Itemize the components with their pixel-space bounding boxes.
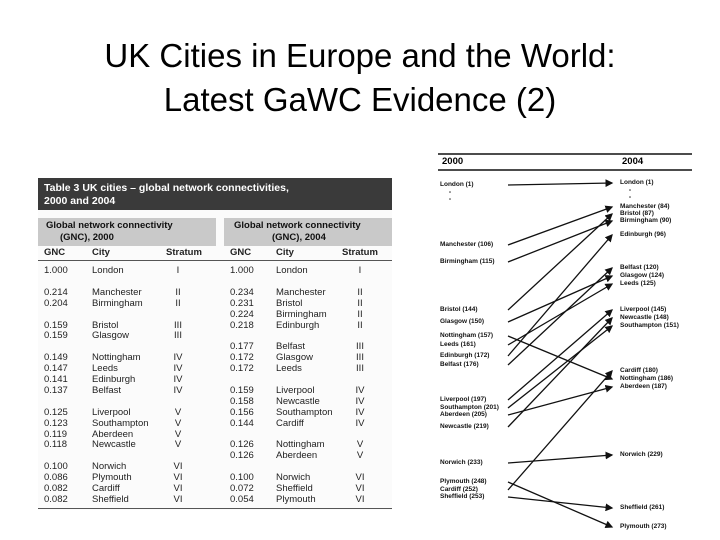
rank-2004-label: Leeds (125) [620, 280, 656, 287]
table-cell-gnc-2004: 0.100 [230, 472, 254, 484]
table-cell-city-2000: Bristol [92, 319, 119, 331]
table-cell-city-2004: London [276, 265, 308, 276]
table-cell-stratum-2000: V [174, 406, 182, 418]
table-cell-stratum-2004: IV [355, 406, 365, 418]
table-cell-city-2000: Nottingham [92, 352, 141, 364]
rank-2000-label: Leeds (161) [440, 341, 476, 348]
table-caption-line2: 2000 and 2004 [44, 195, 116, 207]
table-cell-gnc-2000: 0.125 [44, 406, 68, 418]
table-cell-city-2000: Glasgow [92, 330, 129, 342]
rank-change-arrow-liverpool [508, 310, 612, 400]
table-cell-gnc-2000: 1.000 [44, 265, 68, 276]
table-cell-city-2004: Norwich [276, 472, 311, 484]
table-cell-city-2004: Cardiff [276, 417, 304, 429]
table-cell-stratum-2004: I [358, 265, 362, 276]
rank-2004-label: Belfast (120) [620, 264, 659, 271]
ellipsis-dot [449, 198, 451, 200]
table-cell-city-2004: Southampton [276, 406, 333, 418]
ellipsis-dot [629, 189, 631, 191]
table-cell-gnc-2000: 0.149 [44, 352, 68, 364]
ellipsis-dot [629, 196, 631, 198]
table-cell-gnc-2000: 0.100 [44, 461, 68, 473]
rank-2000-label: Cardiff (252) [440, 486, 478, 493]
table-cell-gnc-2000: 0.141 [44, 374, 68, 385]
rank-change-arrow-birmingham [508, 221, 612, 262]
rank-2000-label: Nottingham (157) [440, 332, 494, 339]
table-header-rule [38, 260, 392, 261]
table-cell-stratum-2000: VI [173, 493, 183, 505]
rank-2004-label: London (1) [620, 179, 654, 186]
table-cell-gnc-2000: 0.086 [44, 472, 68, 484]
table-cell-stratum-2004: VI [355, 483, 365, 494]
table-cell-city-2004: Glasgow [276, 352, 313, 364]
rank-2004-label: Aberdeen (187) [620, 383, 667, 390]
table-cell-city-2004: Birmingham [276, 308, 327, 320]
rank-2000-label: Liverpool (197) [440, 396, 487, 403]
table-cell-city-2000: Norwich [92, 461, 127, 473]
rank-change-arrow-belfast [508, 268, 612, 365]
table-cell-city-2004: Aberdeen [276, 450, 318, 462]
col-header-gnc-2004: GNC [230, 247, 252, 258]
diagram-header-2000: 2000 [442, 156, 464, 167]
table-cell-gnc-2004: 0.218 [230, 319, 254, 331]
table-cell-gnc-2000: 0.118 [44, 439, 68, 451]
table-cell-gnc-2004: 1.000 [230, 265, 254, 276]
table-cell-stratum-2000: V [174, 439, 182, 451]
table-cell-gnc-2004: 0.126 [230, 450, 254, 462]
table-bottom-rule [38, 508, 392, 509]
table-cell-gnc-2004: 0.126 [230, 439, 254, 451]
slide-title [0, 34, 720, 122]
table-cell-gnc-2004: 0.144 [230, 417, 254, 429]
table-cell-city-2004: Bristol [276, 297, 303, 309]
table-cell-stratum-2000: II [175, 297, 181, 309]
table-caption-line1: Table 3 UK cities – global network connectivities, [44, 182, 289, 194]
table-cell-stratum-2000: IV [173, 374, 183, 385]
rank-2000-label: Belfast (176) [440, 361, 479, 368]
rank-2000-label: Manchester (106) [440, 241, 494, 248]
col-header-stratum-2000: Stratum [166, 247, 202, 258]
table-cell-city-2000: Leeds [92, 363, 118, 375]
table-cell-gnc-2004: 0.159 [230, 384, 254, 396]
table-cell-city-2000: Edinburgh [92, 374, 136, 385]
table-cell-stratum-2004: V [356, 450, 364, 462]
table-cell-stratum-2004: III [356, 363, 364, 375]
rank-2000-label: Edinburgh (172) [440, 352, 490, 359]
rank-2000-label: Sheffield (253) [440, 493, 485, 500]
table-cell-stratum-2004: II [357, 308, 363, 320]
table-cell-stratum-2004: VI [355, 493, 365, 505]
table-caption [38, 178, 392, 210]
col-header-city-2000: City [92, 247, 110, 258]
rank-2004-label: Southampton (151) [620, 322, 679, 329]
rank-change-arrow-sheffield [508, 497, 612, 508]
rank-2004-label: Edinburgh (96) [620, 231, 666, 238]
group-header-2000 [46, 220, 173, 244]
diagram-header-2004: 2004 [622, 156, 644, 167]
table-cell-gnc-2000: 0.159 [44, 330, 68, 342]
table-cell-stratum-2000: III [174, 330, 182, 342]
group-header-2004 [234, 220, 361, 244]
table-cell-city-2004: Nottingham [276, 439, 325, 451]
table-cell-gnc-2004: 0.072 [230, 483, 254, 494]
table-cell-city-2000: Newcastle [92, 439, 136, 451]
table-cell-stratum-2000: V [174, 417, 182, 429]
table-cell-gnc-2004: 0.177 [230, 341, 254, 353]
table-cell-gnc-2000: 0.082 [44, 493, 68, 505]
rank-change-arrow-cardiff [508, 371, 612, 490]
table-cell-stratum-2004: IV [355, 384, 365, 396]
table-cell-stratum-2000: II [175, 286, 181, 298]
table-cell-city-2000: Aberdeen [92, 428, 134, 440]
table-cell-city-2004: Liverpool [276, 384, 315, 396]
slide-title-line2: Latest GaWC Evidence (2) [163, 81, 557, 118]
rank-2000-label: Bristol (144) [440, 306, 478, 313]
rank-change-arrow-manchester [508, 207, 612, 245]
table-cell-stratum-2000: VI [173, 472, 183, 484]
table-cell-gnc-2000: 0.082 [44, 483, 68, 494]
table-cell-city-2000: Sheffield [92, 493, 129, 505]
table-cell-gnc-2000: 0.214 [44, 286, 68, 298]
table-cell-gnc-2004: 0.158 [230, 395, 254, 407]
rank-2004-label: Norwich (229) [620, 451, 663, 458]
table-cell-gnc-2004: 0.172 [230, 352, 254, 364]
group-header-2004-line2: (GNC), 2004 [272, 232, 326, 243]
col-header-stratum-2004: Stratum [342, 247, 378, 258]
table-cell-stratum-2004: III [356, 352, 364, 364]
table-cell-gnc-2000: 0.137 [44, 384, 68, 396]
table-cell-gnc-2000: 0.119 [44, 428, 68, 440]
rank-2000-label: Newcastle (219) [440, 423, 489, 430]
table-cell-city-2000: Cardiff [92, 483, 120, 494]
table-cell-city-2004: Sheffield [276, 483, 313, 494]
table-cell-city-2004: Edinburgh [276, 319, 320, 331]
rank-2004-label: Glasgow (124) [620, 272, 665, 279]
group-header-2000-line1: Global network connectivity [46, 220, 173, 231]
col-header-gnc-2000: GNC [44, 247, 66, 258]
rank-2004-label: Cardiff (180) [620, 367, 658, 374]
table-cell-city-2000: Liverpool [92, 406, 131, 418]
rank-2004-label: Manchester (84) [620, 203, 670, 210]
table-cell-stratum-2004: III [356, 341, 364, 353]
rank-2000-label: Birmingham (115) [440, 258, 495, 265]
rank-change-arrow-london [508, 183, 612, 185]
table-cell-stratum-2004: V [356, 439, 364, 451]
rank-2004-label: Bristol (87) [620, 210, 654, 217]
rank-2004-label: Nottingham (186) [620, 375, 674, 382]
table-cell-stratum-2000: V [174, 428, 182, 440]
rank-2000-label: Aberdeen (205) [440, 411, 487, 418]
rank-change-diagram [426, 150, 696, 540]
rank-2000-label: London (1) [440, 181, 474, 188]
table-cell-city-2000: London [92, 265, 124, 276]
ellipsis-dot [449, 191, 451, 193]
table-cell-city-2004: Belfast [276, 341, 306, 353]
table-cell-city-2004: Manchester [276, 286, 326, 298]
table-cell-city-2004: Leeds [276, 363, 302, 375]
table-cell-gnc-2000: 0.204 [44, 297, 68, 309]
table-cell-stratum-2004: II [357, 319, 363, 331]
table-cell-city-2000: Manchester [92, 286, 142, 298]
table-cell-city-2004: Plymouth [276, 493, 316, 505]
table-cell-gnc-2000: 0.159 [44, 319, 68, 331]
table-cell-city-2000: Birmingham [92, 297, 143, 309]
table-cell-stratum-2004: II [357, 297, 363, 309]
col-header-city-2004: City [276, 247, 294, 258]
table-cell-gnc-2004: 0.234 [230, 286, 254, 298]
rank-change-arrow-plymouth [508, 482, 612, 527]
table-cell-stratum-2000: VI [173, 483, 183, 494]
table-cell-stratum-2004: VI [355, 472, 365, 484]
group-header-2000-line2: (GNC), 2000 [60, 232, 114, 243]
rank-2000-label: Southampton (201) [440, 404, 499, 411]
table-cell-stratum-2000: IV [173, 352, 183, 364]
table-cell-stratum-2000: VI [173, 461, 183, 473]
table-cell-stratum-2004: IV [355, 395, 365, 407]
rank-2004-label: Birmingham (90) [620, 217, 672, 224]
table-cell-stratum-2000: III [174, 319, 182, 331]
table-cell-city-2000: Southampton [92, 417, 149, 429]
connectivity-table [38, 178, 392, 510]
rank-2004-label: Liverpool (145) [620, 306, 667, 313]
table-cell-stratum-2000: IV [173, 363, 183, 375]
table-cell-gnc-2000: 0.123 [44, 417, 68, 429]
table-cell-city-2004: Newcastle [276, 395, 320, 407]
rank-2000-label: Norwich (233) [440, 459, 483, 466]
table-cell-city-2000: Plymouth [92, 472, 132, 484]
rank-2004-label: Plymouth (273) [620, 523, 667, 530]
table-cell-city-2000: Belfast [92, 384, 122, 396]
table-cell-gnc-2004: 0.224 [230, 308, 254, 320]
table-cell-gnc-2004: 0.172 [230, 363, 254, 375]
table-cell-gnc-2004: 0.156 [230, 406, 254, 418]
rank-change-arrow-norwich [508, 455, 612, 463]
table-cell-gnc-2000: 0.147 [44, 363, 68, 375]
rank-2000-label: Glasgow (150) [440, 318, 485, 325]
table-cell-stratum-2004: IV [355, 417, 365, 429]
table-cell-gnc-2004: 0.231 [230, 297, 254, 309]
table-cell-stratum-2000: IV [173, 384, 183, 396]
rank-2004-label: Newcastle (148) [620, 314, 669, 321]
table-cell-gnc-2004: 0.054 [230, 493, 254, 505]
rank-2000-label: Plymouth (248) [440, 478, 487, 485]
slide-title-line1: UK Cities in Europe and the World: [104, 37, 616, 74]
rank-2004-label: Sheffield (261) [620, 504, 665, 511]
table-cell-stratum-2000: I [176, 265, 180, 276]
group-header-2004-line1: Global network connectivity [234, 220, 361, 231]
table-cell-stratum-2004: II [357, 286, 363, 298]
